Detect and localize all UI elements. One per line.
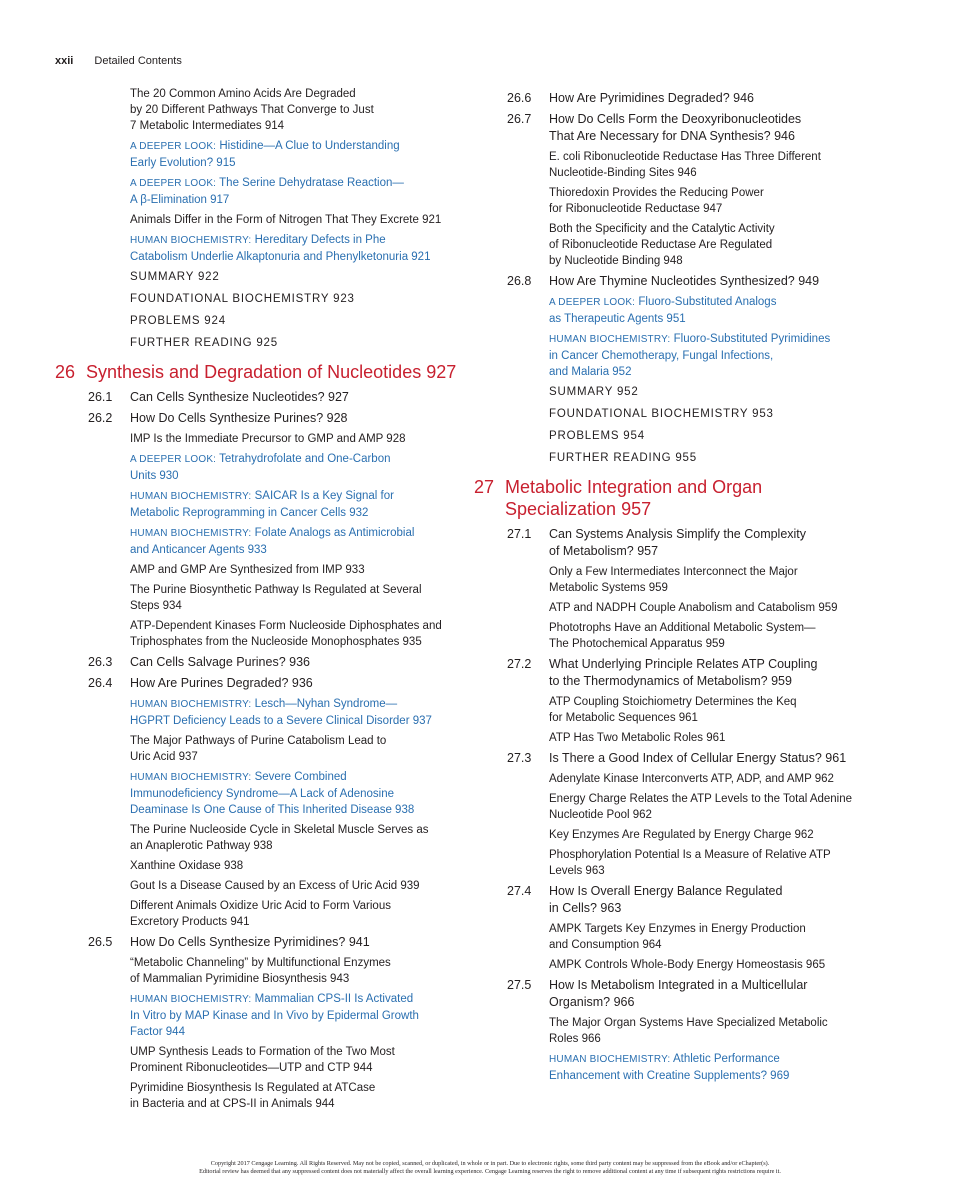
entry-title: “Metabolic Channeling” by Multifunctional Enzymes of Mammalian Pyrimidine Biosynthesis 943: [130, 957, 391, 985]
toc-entry[interactable]: [130, 431, 465, 447]
section-number: 27.3: [507, 751, 532, 765]
feature-box-entry[interactable]: [130, 488, 465, 521]
page-number: xxii: [55, 55, 74, 67]
feature-box-entry[interactable]: [130, 232, 465, 265]
end-matter-entry[interactable]: [549, 450, 894, 466]
entry-title: AMPK Targets Key Enzymes in Energy Production and Consumption 964: [549, 923, 806, 951]
entry-title: How Are Purines Degraded? 936: [130, 676, 313, 690]
section-entry[interactable]: [88, 654, 465, 671]
section-entry[interactable]: [507, 977, 894, 1011]
toc-left-column: [55, 86, 465, 1116]
section-entry[interactable]: [507, 90, 894, 107]
entry-title: FURTHER READING 955: [549, 452, 697, 464]
entry-title: FURTHER READING 925: [130, 337, 278, 349]
end-matter-entry[interactable]: [549, 384, 894, 400]
entry-title: Phototrophs Have an Additional Metabolic System— The Photochemical Apparatus 959: [549, 622, 816, 650]
feature-box-entry[interactable]: [130, 696, 465, 729]
entry-title: Energy Charge Relates the ATP Levels to the Total Adenine Nucleotide Pool 962: [549, 793, 853, 821]
toc-entry[interactable]: [130, 618, 465, 650]
toc-right-column: [474, 86, 894, 1088]
entry-title: SUMMARY 952: [549, 386, 639, 398]
toc-entry[interactable]: [549, 221, 894, 269]
chapter-heading[interactable]: [474, 476, 894, 520]
entry-title: Adenylate Kinase Interconverts ATP, ADP, and AMP 962: [549, 773, 834, 785]
feature-box-tag: HUMAN BIOCHEMISTRY:: [549, 1054, 671, 1065]
entry-title: Lesch—Nyhan Syndrome— HGPRT Deficiency Leads to a Severe Clinical Disorder 937: [130, 698, 432, 727]
entry-title: Phosphorylation Potential Is a Measure of Relative ATP Levels 963: [549, 849, 831, 877]
section-number: 26.2: [88, 411, 113, 425]
section-number: 26.3: [88, 655, 113, 669]
section-number: 27.4: [507, 884, 532, 898]
section-entry[interactable]: [507, 273, 894, 290]
toc-entry[interactable]: [549, 827, 894, 843]
entry-title: Can Cells Synthesize Nucleotides? 927: [130, 390, 349, 404]
entry-title: Fluoro-Substituted Analogs as Therapeutic Agents 951: [549, 296, 777, 325]
section-number: 27.2: [507, 657, 532, 671]
entry-title: What Underlying Principle Relates ATP Coupling to the Thermodynamics of Metabolism? 959: [549, 657, 818, 688]
entry-title: How Is Metabolism Integrated in a Multicellular Organism? 966: [549, 978, 808, 1009]
copyright-footer: [0, 1160, 980, 1176]
entry-title: Hereditary Defects in Phe Catabolism Underlie Alkaptonuria and Phenylketonuria 921: [130, 234, 431, 263]
end-matter-entry[interactable]: [549, 406, 894, 422]
feature-box-entry[interactable]: [130, 451, 465, 484]
toc-entry[interactable]: [549, 957, 894, 973]
feature-box-tag: HUMAN BIOCHEMISTRY:: [130, 491, 252, 502]
entry-title: How Do Cells Synthesize Pyrimidines? 941: [130, 935, 370, 949]
entry-title: SUMMARY 922: [130, 271, 220, 283]
end-matter-entry[interactable]: [130, 269, 465, 285]
entry-title: ATP-Dependent Kinases Form Nucleoside Diphosphates and Triphosphates from the Nucleoside Monophosphates 935: [130, 620, 442, 648]
feature-box-tag: HUMAN BIOCHEMISTRY:: [130, 235, 252, 246]
chapter-number: 26: [55, 362, 76, 382]
entry-title: Is There a Good Index of Cellular Energy Status? 961: [549, 751, 847, 765]
copyright-line-1: Copyright 2017 Cengage Learning. All Rights Reserved. May not be copied, scanned, or duplicated, in whole or in part. Due to electronic rights, some third party content may be suppressed from the eBook and/or eChapter(s).: [210, 1160, 770, 1167]
entry-title: Mammalian CPS-II Is Activated In Vitro by MAP Kinase and In Vivo by Epidermal Growth Factor 944: [130, 993, 419, 1038]
entry-title: How Is Overall Energy Balance Regulated in Cells? 963: [549, 884, 783, 915]
feature-box-tag: A DEEPER LOOK:: [549, 297, 636, 308]
feature-box-tag: HUMAN BIOCHEMISTRY:: [130, 528, 252, 539]
section-entry[interactable]: [507, 656, 894, 690]
section-entry[interactable]: [88, 675, 465, 692]
toc-entry[interactable]: [130, 582, 465, 614]
entry-title: The Purine Nucleoside Cycle in Skeletal Muscle Serves as an Anaplerotic Pathway 938: [130, 824, 429, 852]
section-number: 26.1: [88, 390, 113, 404]
entry-title: Can Cells Salvage Purines? 936: [130, 655, 310, 669]
end-matter-entry[interactable]: [549, 428, 894, 444]
chapter-number: 27: [474, 477, 495, 497]
toc-entry[interactable]: [130, 562, 465, 578]
entry-title: How Do Cells Form the Deoxyribonucleotides That Are Necessary for DNA Synthesis? 946: [549, 112, 802, 143]
toc-entry[interactable]: [130, 955, 465, 987]
feature-box-tag: A DEEPER LOOK:: [130, 141, 217, 152]
feature-box-tag: A DEEPER LOOK:: [130, 454, 217, 465]
toc-entry[interactable]: [130, 733, 465, 765]
feature-box-entry[interactable]: [130, 991, 465, 1040]
section-number: 26.7: [507, 112, 532, 126]
end-matter-entry[interactable]: [130, 335, 465, 351]
section-entry[interactable]: [507, 526, 894, 560]
entry-title: Can Systems Analysis Simplify the Complexity of Metabolism? 957: [549, 527, 807, 558]
entry-title: Thioredoxin Provides the Reducing Power for Ribonucleotide Reductase 947: [549, 187, 764, 215]
feature-box-entry[interactable]: [130, 769, 465, 818]
entry-title: How Do Cells Synthesize Purines? 928: [130, 411, 348, 425]
entry-title: Only a Few Intermediates Interconnect the Major Metabolic Systems 959: [549, 566, 798, 594]
section-number: 26.4: [88, 676, 113, 690]
entry-title: Both the Specificity and the Catalytic Activity of Ribonucleotide Reductase Are Regulated by Nucleotide Binding 948: [549, 223, 775, 267]
toc-entry[interactable]: [130, 86, 465, 134]
section-entry[interactable]: [507, 883, 894, 917]
toc-entry[interactable]: [549, 791, 894, 823]
entry-title: SAICAR Is a Key Signal for Metabolic Reprogramming in Cancer Cells 932: [130, 490, 394, 519]
toc-entry[interactable]: [549, 564, 894, 596]
entry-title: ATP Coupling Stoichiometry Determines the Keq for Metabolic Sequences 961: [549, 696, 797, 724]
entry-title: Folate Analogs as Antimicrobial and Anticancer Agents 933: [130, 527, 415, 556]
toc-entry[interactable]: [130, 822, 465, 854]
feature-box-tag: HUMAN BIOCHEMISTRY:: [130, 772, 252, 783]
toc-entry[interactable]: [549, 694, 894, 726]
entry-title: AMPK Controls Whole-Body Energy Homeostasis 965: [549, 959, 826, 971]
running-title: Detailed Contents: [94, 55, 182, 67]
copyright-line-2: Editorial review has deemed that any suppressed content does not materially affect the overall learning experience. Cengage Learning reserves the right to remove additional content at any time if subsequent rights restrictions require it.: [199, 1168, 781, 1175]
section-entry[interactable]: [507, 111, 894, 145]
entry-title: Pyrimidine Biosynthesis Is Regulated at ATCase in Bacteria and at CPS-II in Animals 944: [130, 1082, 376, 1110]
entry-title: The 20 Common Amino Acids Are Degraded by 20 Different Pathways That Converge to Just 7 Metabolic Intermediates 914: [130, 88, 374, 132]
section-number: 26.8: [507, 274, 532, 288]
entry-title: ATP Has Two Metabolic Roles 961: [549, 732, 726, 744]
entry-title: FOUNDATIONAL BIOCHEMISTRY 923: [130, 293, 355, 305]
end-matter-entry[interactable]: [130, 291, 465, 307]
toc-entry[interactable]: [549, 847, 894, 879]
entry-title: Severe Combined Immunodeficiency Syndrome—A Lack of Adenosine Deaminase Is One Cause of This Inherited Disease 938: [130, 771, 415, 816]
feature-box-tag: HUMAN BIOCHEMISTRY:: [549, 334, 671, 345]
entry-title: ATP and NADPH Couple Anabolism and Catabolism 959: [549, 602, 838, 614]
entry-title: Animals Differ in the Form of Nitrogen That They Excrete 921: [130, 214, 442, 226]
toc-entry[interactable]: [549, 730, 894, 746]
feature-box-tag: HUMAN BIOCHEMISTRY:: [130, 699, 252, 710]
toc-entry[interactable]: [130, 1080, 465, 1112]
feature-box-tag: HUMAN BIOCHEMISTRY:: [130, 994, 252, 1005]
entry-title: Synthesis and Degradation of Nucleotides 927: [86, 362, 457, 382]
feature-box-entry[interactable]: [549, 1051, 894, 1084]
end-matter-entry[interactable]: [130, 313, 465, 329]
toc-entry[interactable]: [549, 620, 894, 652]
entry-title: The Major Organ Systems Have Specialized Metabolic Roles 966: [549, 1017, 828, 1045]
toc-entry[interactable]: [130, 878, 465, 894]
running-header: [55, 55, 182, 67]
feature-box-entry[interactable]: [549, 294, 894, 327]
section-number: 26.5: [88, 935, 113, 949]
toc-entry[interactable]: [549, 149, 894, 181]
entry-title: UMP Synthesis Leads to Formation of the Two Most Prominent Ribonucleotides—UTP and CTP 944: [130, 1046, 395, 1074]
feature-box-entry[interactable]: [130, 138, 465, 171]
entry-title: IMP Is the Immediate Precursor to GMP and AMP 928: [130, 433, 406, 445]
toc-entry[interactable]: [549, 1015, 894, 1047]
entry-title: The Purine Biosynthetic Pathway Is Regulated at Several Steps 934: [130, 584, 422, 612]
section-number: 26.6: [507, 91, 532, 105]
entry-title: Gout Is a Disease Caused by an Excess of Uric Acid 939: [130, 880, 420, 892]
section-entry[interactable]: [507, 750, 894, 767]
section-entry[interactable]: [88, 389, 465, 406]
entry-title: The Major Pathways of Purine Catabolism Lead to Uric Acid 937: [130, 735, 387, 763]
toc-entry[interactable]: [549, 921, 894, 953]
toc-entry[interactable]: [130, 898, 465, 930]
entry-title: E. coli Ribonucleotide Reductase Has Three Different Nucleotide-Binding Sites 946: [549, 151, 821, 179]
entry-title: Different Animals Oxidize Uric Acid to Form Various Excretory Products 941: [130, 900, 391, 928]
entry-title: Key Enzymes Are Regulated by Energy Charge 962: [549, 829, 814, 841]
toc-entry[interactable]: [130, 858, 465, 874]
toc-entry[interactable]: [549, 771, 894, 787]
feature-box-entry[interactable]: [130, 175, 465, 208]
entry-title: FOUNDATIONAL BIOCHEMISTRY 953: [549, 408, 774, 420]
entry-title: Athletic Performance Enhancement with Creatine Supplements? 969: [549, 1053, 790, 1082]
entry-title: Histidine—A Clue to Understanding Early Evolution? 915: [130, 140, 400, 169]
feature-box-entry[interactable]: [130, 525, 465, 558]
chapter-heading[interactable]: [55, 361, 465, 383]
entry-title: Xanthine Oxidase 938: [130, 860, 244, 872]
feature-box-tag: A DEEPER LOOK:: [130, 178, 217, 189]
entry-title: PROBLEMS 924: [130, 315, 226, 327]
entry-title: The Serine Dehydratase Reaction— A β-Elimination 917: [130, 177, 404, 206]
entry-title: Metabolic Integration and Organ Specialization 957: [505, 477, 763, 519]
toc-entry[interactable]: [549, 185, 894, 217]
entry-title: PROBLEMS 954: [549, 430, 645, 442]
toc-entry[interactable]: [130, 1044, 465, 1076]
section-number: 27.5: [507, 978, 532, 992]
section-entry[interactable]: [88, 410, 465, 427]
section-number: 27.1: [507, 527, 532, 541]
entry-title: Tetrahydrofolate and One-Carbon Units 930: [130, 453, 391, 482]
entry-title: Fluoro-Substituted Pyrimidines in Cancer Chemotherapy, Fungal Infections, and Malaria 952: [549, 333, 831, 378]
entry-title: AMP and GMP Are Synthesized from IMP 933: [130, 564, 365, 576]
toc-entry[interactable]: [130, 212, 465, 228]
toc-entry[interactable]: [549, 600, 894, 616]
entry-title: How Are Thymine Nucleotides Synthesized? 949: [549, 274, 820, 288]
entry-title: How Are Pyrimidines Degraded? 946: [549, 91, 754, 105]
section-entry[interactable]: [88, 934, 465, 951]
feature-box-entry[interactable]: [549, 331, 894, 380]
